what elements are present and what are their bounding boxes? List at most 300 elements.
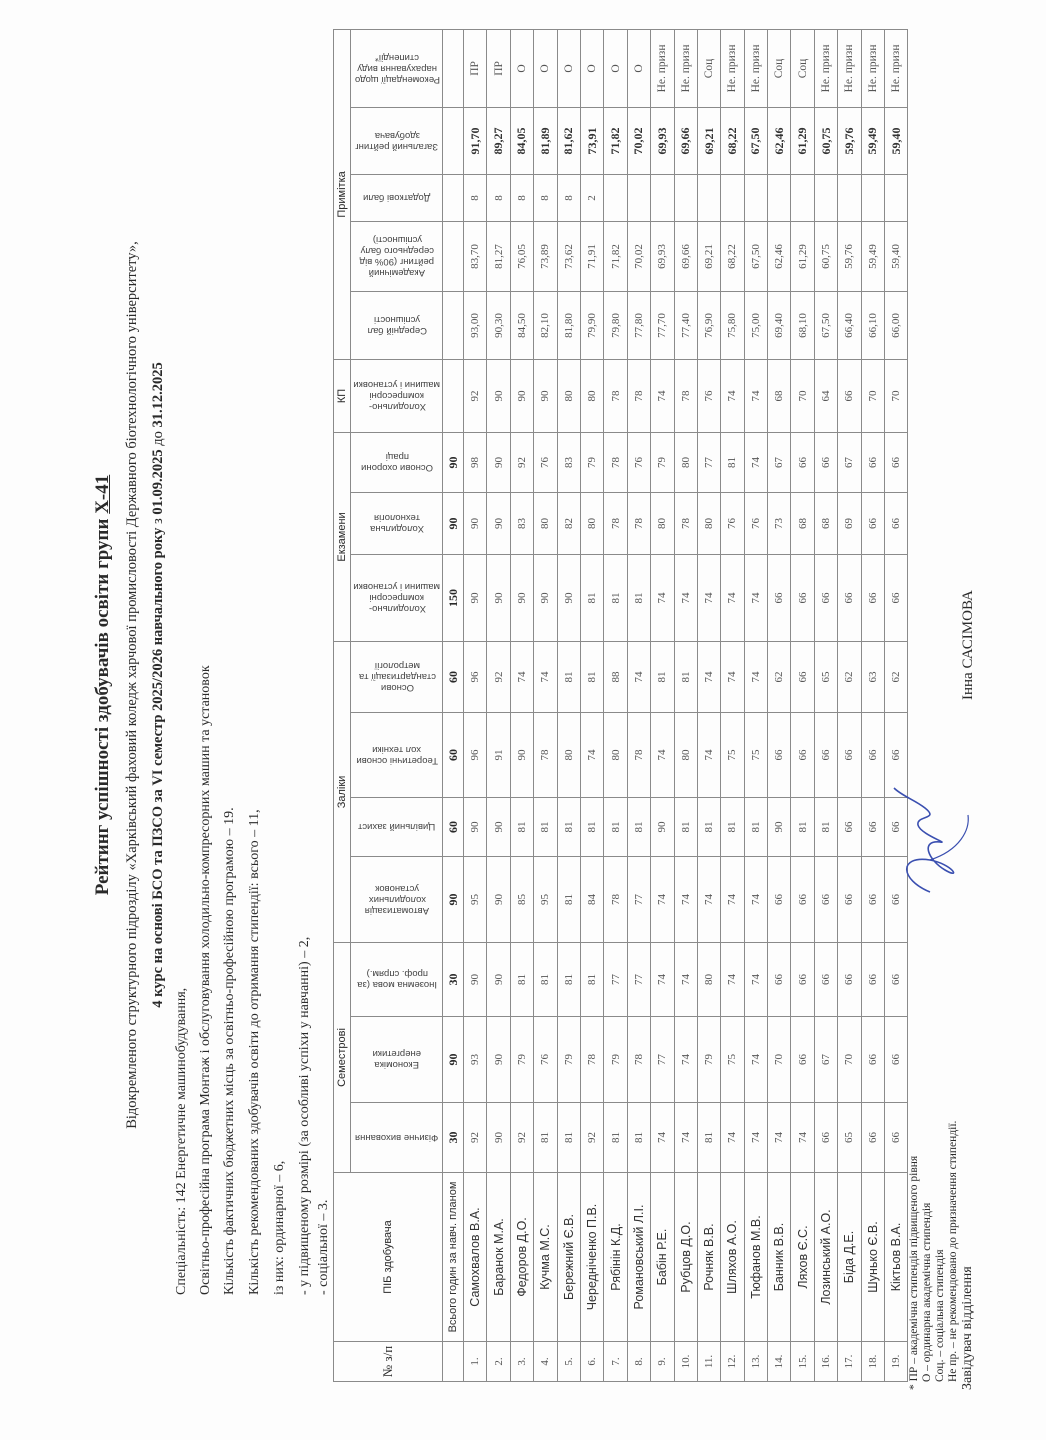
footnote-soc: Соц. – соціальна стипендія: [934, 1249, 946, 1382]
grade-cell: [697, 174, 720, 221]
column-header: [351, 857, 443, 943]
grade-cell: 74: [768, 1103, 791, 1173]
column-header-label: Економіка енергетики: [372, 1048, 421, 1071]
grade-cell: 81: [697, 1103, 720, 1173]
column-header-label: Фізичне виховання: [354, 1132, 439, 1143]
column-header-label: Цивільний захист: [357, 821, 436, 833]
stipend-recommendation: Не. призн: [744, 29, 767, 107]
grade-cell: 92: [464, 1103, 487, 1173]
grade-cell: 2: [580, 174, 603, 221]
grade-cell: 76: [627, 432, 650, 492]
column-header: [351, 943, 443, 1017]
grade-cell: 90: [487, 554, 510, 641]
grade-cell: 8: [487, 174, 510, 221]
grade-cell: 66: [838, 713, 861, 798]
grade-cell: 65: [838, 1103, 861, 1173]
total-rating: 62,46: [768, 107, 791, 174]
total-rating: 69,93: [651, 107, 674, 174]
grade-cell: 74: [721, 857, 744, 943]
grade-cell: 68: [791, 492, 814, 554]
grade-cell: 69,21: [697, 221, 720, 291]
signoff-position: Завідувач відділення: [960, 1266, 975, 1390]
grade-cell: 81,80: [557, 291, 580, 359]
grade-cell: 79: [604, 1017, 627, 1103]
grade-cell: 74: [791, 1103, 814, 1173]
table-row: [791, 29, 814, 1381]
stipend-recommendation: Не. призн: [721, 29, 744, 107]
grade-cell: 74: [744, 857, 767, 943]
grade-cell: 90: [487, 1103, 510, 1173]
grade-cell: 76,90: [697, 291, 720, 359]
grade-cell: 98: [464, 432, 487, 492]
row-number: 16.: [814, 1342, 837, 1382]
row-number: 12.: [721, 1342, 744, 1382]
grade-cell: 81: [580, 641, 603, 712]
column-header-label: Додаткові бали: [362, 192, 431, 204]
student-name: Рубцов Д.О.: [674, 1173, 697, 1342]
grade-cell: 8: [464, 174, 487, 221]
total-rating: 81,62: [557, 107, 580, 174]
grade-cell: 66: [791, 943, 814, 1017]
grade-cell: 66: [814, 1103, 837, 1173]
hours-cell: 90: [443, 432, 464, 492]
stipend-recommendation: Не. призн: [651, 29, 674, 107]
grade-cell: 75: [721, 713, 744, 798]
total-rating: 61,29: [791, 107, 814, 174]
grade-cell: 66: [885, 857, 908, 943]
stipend-recommendation: О: [557, 29, 580, 107]
grade-cell: 74: [721, 554, 744, 641]
grade-cell: 76: [534, 1017, 557, 1103]
signoff-name: Інна САСІМОВА: [960, 590, 976, 700]
grade-cell: 64: [814, 359, 837, 432]
signature-icon: [890, 780, 980, 900]
grade-cell: 66: [791, 857, 814, 943]
grade-cell: 66: [814, 554, 837, 641]
row-number: 18.: [861, 1342, 884, 1382]
grade-cell: 66: [791, 432, 814, 492]
hours-cell: [443, 107, 464, 174]
grade-cell: 77,40: [674, 291, 697, 359]
grade-cell: 66: [768, 857, 791, 943]
grade-cell: 71,91: [580, 221, 603, 291]
grade-cell: 90: [487, 492, 510, 554]
grade-cell: 70: [885, 359, 908, 432]
num-header: № з/п: [334, 1342, 443, 1382]
grade-cell: 74: [697, 713, 720, 798]
grade-cell: 80: [604, 713, 627, 798]
grade-cell: 66: [814, 943, 837, 1017]
grade-cell: [885, 174, 908, 221]
grade-cell: 74: [580, 713, 603, 798]
grade-cell: 59,40: [885, 221, 908, 291]
grade-cell: 66: [838, 554, 861, 641]
grade-cell: 79: [651, 432, 674, 492]
grade-cell: [814, 174, 837, 221]
grade-cell: 79: [510, 1017, 533, 1103]
stipend-recommendation: О: [604, 29, 627, 107]
grade-cell: 74: [534, 641, 557, 712]
grade-cell: 81: [791, 798, 814, 857]
info-social: - соціальної – 3.: [316, 1199, 331, 1295]
footnote-o: О – ординарна академічна стипендія: [921, 1202, 933, 1382]
grade-cell: 69,93: [651, 221, 674, 291]
grade-cell: 92: [464, 359, 487, 432]
grade-cell: 70: [861, 359, 884, 432]
table-row: [838, 29, 861, 1381]
grade-cell: 76,05: [510, 221, 533, 291]
grade-cell: 90,30: [487, 291, 510, 359]
student-name: Бережний Є.В.: [557, 1173, 580, 1342]
column-header: [351, 107, 443, 174]
grade-cell: 70: [791, 359, 814, 432]
grade-cell: 88: [604, 641, 627, 712]
grade-cell: 74: [510, 641, 533, 712]
grade-cell: 95: [534, 857, 557, 943]
grade-cell: 66: [885, 554, 908, 641]
grade-cell: 69,40: [768, 291, 791, 359]
grade-cell: 81: [534, 798, 557, 857]
grade-cell: 78: [627, 492, 650, 554]
grade-cell: 79: [697, 1017, 720, 1103]
grade-cell: 59,76: [838, 221, 861, 291]
grade-cell: 81: [557, 1103, 580, 1173]
grade-cell: 78: [604, 857, 627, 943]
grade-cell: 78: [627, 359, 650, 432]
period-course: 4 курс на основі БСО та ПЗСО за VI семестр 2025/2026 навчального року: [150, 527, 166, 1008]
grade-cell: 66: [838, 798, 861, 857]
total-rating: 68,22: [721, 107, 744, 174]
total-rating: 60,75: [814, 107, 837, 174]
grade-cell: 74: [674, 554, 697, 641]
grade-cell: 96: [464, 713, 487, 798]
grade-cell: 90: [534, 359, 557, 432]
student-name: Лозинський А.О.: [814, 1173, 837, 1342]
grade-cell: 80: [557, 713, 580, 798]
grade-cell: 90: [464, 554, 487, 641]
grade-cell: 80: [651, 492, 674, 554]
grade-cell: 77,80: [627, 291, 650, 359]
grade-cell: 66: [814, 857, 837, 943]
student-name: Кіктьов В.А.: [885, 1173, 908, 1342]
student-name: Рочняк В.В.: [697, 1173, 720, 1342]
stipend-recommendation: Соц: [791, 29, 814, 107]
grade-cell: 92: [487, 641, 510, 712]
grade-cell: 67: [838, 432, 861, 492]
hours-cell: 150: [443, 554, 464, 641]
grade-cell: 61,29: [791, 221, 814, 291]
grade-cell: 66: [838, 359, 861, 432]
grade-cell: 66: [861, 1103, 884, 1173]
total-rating: 69,21: [697, 107, 720, 174]
grade-cell: 73: [768, 492, 791, 554]
grade-cell: 81: [651, 641, 674, 712]
grade-cell: [651, 174, 674, 221]
row-number: 2.: [487, 1342, 510, 1382]
period-to: 31.12.2025: [150, 362, 166, 428]
student-name: Романовський Л.І.: [627, 1173, 650, 1342]
grade-cell: 81: [604, 554, 627, 641]
grade-cell: 90: [487, 798, 510, 857]
stipend-recommendation: О: [534, 29, 557, 107]
grade-cell: 81: [557, 857, 580, 943]
hours-cell: [443, 291, 464, 359]
student-name: Кучма М.С.: [534, 1173, 557, 1342]
grade-cell: 76: [721, 492, 744, 554]
total-rating: 69,66: [674, 107, 697, 174]
grade-cell: 73,89: [534, 221, 557, 291]
grade-cell: 66: [861, 857, 884, 943]
column-header: [351, 221, 443, 291]
grade-cell: 81: [580, 798, 603, 857]
grade-cell: 74: [721, 943, 744, 1017]
grade-cell: [861, 174, 884, 221]
grade-cell: 81: [721, 798, 744, 857]
grade-cell: 81: [697, 798, 720, 857]
table-row: [487, 29, 510, 1381]
grade-cell: 66: [885, 713, 908, 798]
row-number: 19.: [885, 1342, 908, 1382]
table-row: [534, 29, 557, 1381]
grade-cell: 8: [510, 174, 533, 221]
grade-cell: 66: [791, 1017, 814, 1103]
grade-cell: 66: [838, 857, 861, 943]
hours-num-cell: [443, 1342, 464, 1382]
column-header-label: Холодильно-компресорні машини і установки: [353, 379, 440, 413]
grade-cell: 74: [744, 641, 767, 712]
grade-cell: 66: [885, 492, 908, 554]
grade-cell: [674, 174, 697, 221]
grade-cell: 81,27: [487, 221, 510, 291]
table-row: [510, 29, 533, 1381]
grade-cell: 66: [885, 432, 908, 492]
table-row: [861, 29, 884, 1381]
column-header: [351, 174, 443, 221]
grade-cell: 79: [557, 1017, 580, 1103]
hours-cell: [443, 29, 464, 107]
row-number: 10.: [674, 1342, 697, 1382]
grade-cell: 74: [744, 432, 767, 492]
grade-cell: 66: [861, 492, 884, 554]
row-number: 5.: [557, 1342, 580, 1382]
grade-cell: [604, 174, 627, 221]
grade-cell: 69,66: [674, 221, 697, 291]
grade-cell: 90: [510, 713, 533, 798]
row-number: 14.: [768, 1342, 791, 1382]
column-header-label: Середній бал успішності: [366, 314, 427, 337]
grade-cell: 66: [885, 798, 908, 857]
grade-cell: 74: [744, 943, 767, 1017]
grade-cell: 66: [885, 943, 908, 1017]
stipend-recommendation: О: [627, 29, 650, 107]
grade-cell: 92: [580, 1103, 603, 1173]
grade-cell: 71,82: [604, 221, 627, 291]
grade-cell: 85: [510, 857, 533, 943]
grade-cell: 66: [768, 713, 791, 798]
grade-cell: 74: [697, 857, 720, 943]
grade-cell: 79,80: [604, 291, 627, 359]
info-specialty: Спеціальність: 142 Енергетичне машинобудування,: [174, 987, 189, 1295]
footnote-pr: * ПР – академічна стипендія підвищеного рівня: [908, 1155, 920, 1390]
grade-cell: 80: [580, 492, 603, 554]
grade-cell: 81: [627, 1103, 650, 1173]
grade-cell: 78: [604, 359, 627, 432]
grade-cell: 80: [534, 492, 557, 554]
column-header: [351, 1017, 443, 1103]
info-budget-places: Кількість фактичних бюджетних місць за освітньо-професійною програмою – 19.: [222, 807, 237, 1295]
grade-cell: 81: [627, 798, 650, 857]
grade-cell: 78: [674, 359, 697, 432]
grade-cell: 74: [674, 1017, 697, 1103]
column-header-label: Автоматизація холодильних установок: [364, 883, 429, 916]
hours-cell: [443, 359, 464, 432]
hours-cell: 90: [443, 1017, 464, 1103]
table-row: [814, 29, 837, 1381]
total-rating: 67,50: [744, 107, 767, 174]
student-name: Біда Д.Е.: [838, 1173, 861, 1342]
stipend-recommendation: О: [580, 29, 603, 107]
group-exams: Екзамени: [334, 432, 351, 641]
grade-cell: 90: [464, 798, 487, 857]
column-header: [351, 713, 443, 798]
grade-cell: 79: [580, 432, 603, 492]
total-rating: 84,05: [510, 107, 533, 174]
grade-cell: 63: [861, 641, 884, 712]
grade-cell: 62: [838, 641, 861, 712]
grade-cell: 81: [557, 641, 580, 712]
rating-table: [333, 29, 908, 1382]
row-number: 4.: [534, 1342, 557, 1382]
grade-cell: 74: [651, 713, 674, 798]
name-header: ПІБ здобувача: [334, 1173, 443, 1342]
row-number: 8.: [627, 1342, 650, 1382]
grade-cell: 81: [674, 798, 697, 857]
grade-cell: 84: [580, 857, 603, 943]
grade-cell: 70: [768, 1017, 791, 1103]
grade-cell: 74: [721, 359, 744, 432]
column-header: [351, 359, 443, 432]
table-row: [580, 29, 603, 1381]
grade-cell: 81: [604, 798, 627, 857]
grade-cell: 90: [487, 1017, 510, 1103]
grade-cell: 62: [885, 641, 908, 712]
grade-cell: 96: [464, 641, 487, 712]
grade-cell: 80: [697, 943, 720, 1017]
grade-cell: 79,90: [580, 291, 603, 359]
info-increased: - у підвищеному розмірі (за особливі успіхи у навчанні) – 2,: [297, 936, 312, 1295]
total-rating: 89,27: [487, 107, 510, 174]
grade-cell: 76: [697, 359, 720, 432]
grade-cell: 74: [674, 943, 697, 1017]
grade-cell: 80: [580, 359, 603, 432]
grade-cell: 78: [627, 1017, 650, 1103]
grade-cell: 90: [487, 943, 510, 1017]
grade-cell: 83,70: [464, 221, 487, 291]
grade-cell: 75,00: [744, 291, 767, 359]
column-header: [351, 291, 443, 359]
table-row: [885, 29, 908, 1381]
grade-cell: 80: [697, 492, 720, 554]
stipend-recommendation: Не. призн: [838, 29, 861, 107]
grade-cell: 78: [627, 713, 650, 798]
total-rating: 59,40: [885, 107, 908, 174]
grade-cell: 60,75: [814, 221, 837, 291]
grade-cell: 90: [510, 359, 533, 432]
total-rating: 70,02: [627, 107, 650, 174]
grade-cell: [627, 174, 650, 221]
table-row: [627, 29, 650, 1381]
hours-cell: 30: [443, 1103, 464, 1173]
document-title: [92, 30, 114, 1340]
student-name: Чередніченко П.В.: [580, 1173, 603, 1342]
table-row: [464, 29, 487, 1381]
grade-cell: 81: [744, 798, 767, 857]
column-header: [351, 641, 443, 712]
table-row: [557, 29, 580, 1381]
grade-cell: 67: [814, 1017, 837, 1103]
grade-cell: 75: [744, 713, 767, 798]
grade-cell: 66: [791, 641, 814, 712]
grade-cell: 77: [627, 943, 650, 1017]
table-row: [697, 29, 720, 1381]
grade-cell: 81: [557, 798, 580, 857]
table-row: [721, 29, 744, 1381]
grade-cell: 92: [510, 432, 533, 492]
table-row: [744, 29, 767, 1381]
grade-cell: 66: [791, 713, 814, 798]
hours-cell: 30: [443, 943, 464, 1017]
table-row: [651, 29, 674, 1381]
grade-cell: 74: [744, 1103, 767, 1173]
student-name: Федоров Д.О.: [510, 1173, 533, 1342]
grade-cell: 90: [464, 492, 487, 554]
column-header: [351, 554, 443, 641]
column-header-label: Холодильно-компресорні машини і установки: [353, 581, 440, 615]
grade-cell: 90: [487, 857, 510, 943]
grade-cell: 77,70: [651, 291, 674, 359]
footnote-not-recommended: Не пр. – не рекомендовано до призначення стипендії.: [947, 1120, 959, 1382]
info-recommended: Кількість рекомендованих здобувачів освіти до отримання стипендії: всього – 11,: [247, 809, 262, 1295]
hours-cell: 90: [443, 492, 464, 554]
grade-cell: 74: [651, 554, 674, 641]
column-header-label: Холодильна технологія: [369, 512, 424, 535]
hours-cell: 60: [443, 641, 464, 712]
grade-cell: 66: [768, 554, 791, 641]
grade-cell: 66: [861, 798, 884, 857]
grade-cell: 70,02: [627, 221, 650, 291]
grade-cell: 66: [861, 943, 884, 1017]
grade-cell: 90: [651, 798, 674, 857]
grade-cell: 74: [744, 359, 767, 432]
grade-cell: 83: [510, 492, 533, 554]
grade-cell: 66,00: [885, 291, 908, 359]
grade-cell: 92: [510, 1103, 533, 1173]
student-name: Тюфанов М.В.: [744, 1173, 767, 1342]
grade-cell: 68,22: [721, 221, 744, 291]
grade-cell: 77: [627, 857, 650, 943]
grade-cell: 66: [861, 713, 884, 798]
column-header-label: Академічний рейтинг (90% від середнього балу успішності): [359, 234, 434, 279]
grade-cell: 81: [580, 943, 603, 1017]
grade-cell: 66: [814, 713, 837, 798]
row-number: 9.: [651, 1342, 674, 1382]
grade-cell: 66: [885, 1103, 908, 1173]
hours-cell: [443, 174, 464, 221]
grade-cell: [838, 174, 861, 221]
info-ordinary: із них: ординарної – 6,: [272, 1160, 287, 1295]
grade-cell: 66: [861, 554, 884, 641]
stipend-recommendation: Соц: [768, 29, 791, 107]
